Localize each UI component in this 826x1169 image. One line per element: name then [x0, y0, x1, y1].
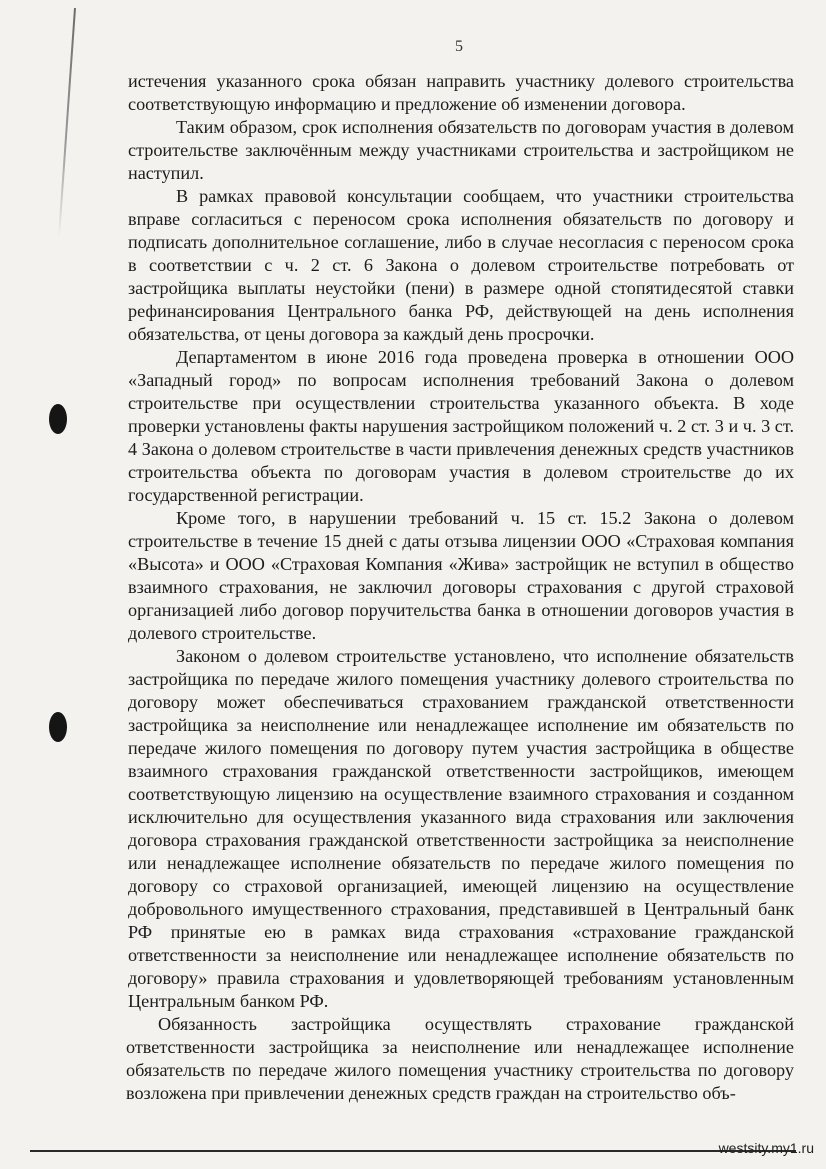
- margin-stroke: [58, 8, 76, 238]
- footer-rule: [30, 1150, 796, 1152]
- paragraph-continuation: истечения указанного срока обязан направить участнику долевого строительства соответствующую информацию и предложение об изменении договора.: [128, 71, 794, 114]
- punch-hole: [49, 712, 67, 742]
- paragraph-law-provision: Законом о долевом строительстве установлено, что исполнение обязательств застройщика по передаче жилого помещения участнику долевого строительства по договору может обеспечиваться страхованием гражданской ответственности застройщика за неисполнение или ненадлежащее исполнение им обязательств по передаче жилого помещения по договору путем участия застройщика в обществе взаимного страхования гражданской ответственности застройщиков, имеющем соответствующую лицензию на осуществление взаимного страхования и созданном исключительно для осуществления указанного вида страхования или заключения договора страхования гражданской ответственности застройщика за неисполнение или ненадлежащее исполнение обязательств по передаче жилого помещения по договору со страховой организацией, имеющей лицензию на осуществление добровольного имущественного страхования, представившей в Центральный банк РФ принятые ею в рамках вида страхования «страхование гражданской ответственности за неисполнение или ненадлежащее исполнение обязательств по договору» правила страхования и удовлетворяющей требованиям установленным Центральным банком РФ.: [128, 646, 794, 1011]
- paragraph-inspection: Департаментом в июне 2016 года проведена проверка в отношении ООО «Западный город» по вопросам исполнения требований Закона о долевом строительстве при осуществлении строительства указанного объекта. В ходе проверки установлены факты нарушения застройщиком положений ч. 2 ст. 3 и ч. 3 ст. 4 Закона о долевом строительстве в части привлечения денежных средств участников строительства объекта по договорам участия в долевом строительстве до их государственной регистрации.: [128, 347, 794, 505]
- page-number: 5: [455, 38, 463, 55]
- paragraph-violations: Кроме того, в нарушении требований ч. 15 ст. 15.2 Закона о долевом строительстве в течение 15 дней с даты отзыва лицензии ООО «Страховая компания «Высота» и ООО «Страховая Компания «Жива» застройщик не вступил в общество взаимного страхования, не заключил договоры страхования с другой страховой организацией либо договор поручительства банка в отношении договоров участия в долевого строительстве.: [128, 508, 794, 643]
- site-watermark: westsity.my1.ru: [718, 1140, 814, 1156]
- paragraph-conclusion: Таким образом, срок исполнения обязательств по договорам участия в долевом строительстве заключённым между участниками строительства и застройщиком не наступил.: [128, 117, 794, 183]
- document-body: [128, 70, 794, 1105]
- paragraph-obligation: Обязанность застройщика осуществлять страхование гражданской ответственности застройщика за неисполнение или ненадлежащее исполнение обязательств по передаче жилого помещения участнику строительства по договору возложена при привлечении денежных средств граждан на строительство объ-: [126, 1014, 794, 1103]
- punch-hole: [49, 404, 67, 434]
- paragraph-consultation: В рамках правовой консультации сообщаем, что участники строительства вправе согласиться с переносом срока исполнения обязательств по договору и подписать дополнительное соглашение, либо в случае несогласия с переносом срока в соответствии с ч. 2 ст. 6 Закона о долевом строительстве потребовать от застройщика выплаты неустойки (пени) в размере одной стопятидесятой ставки рефинансирования Центрального банка РФ, действующей на день исполнения обязательства, от цены договора за каждый день просрочки.: [128, 186, 794, 344]
